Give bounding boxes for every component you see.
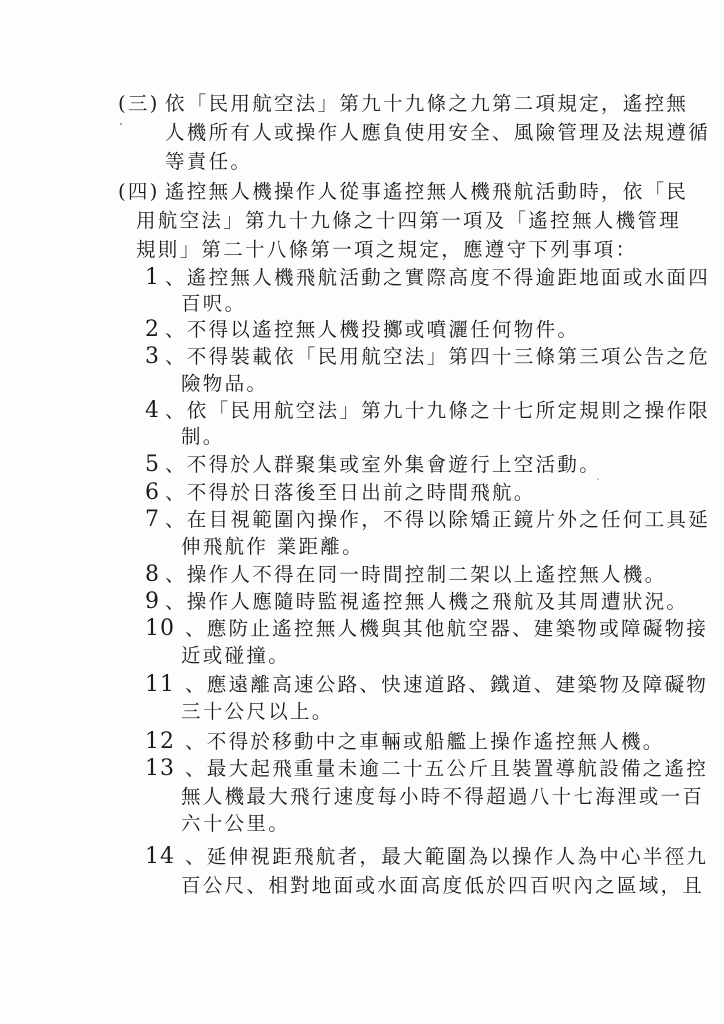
item-13-line-3: 六十公里。 [181, 812, 291, 835]
section-3-line-2: 人機所有人或操作人應負使用安全、風險管理及法規遵循 [165, 121, 711, 144]
item-10-number: 10 [145, 616, 175, 641]
item-7-line-1: 、在目視範圍內操作，不得以除矯正鏡片外之任何工具延 [165, 508, 711, 531]
item-5-number: 5 [145, 452, 160, 477]
item-11-number: 11 [145, 672, 175, 697]
item-14-line-2: 百公尺、相對地面或水面高度低於四百呎內之區域，且 [181, 874, 705, 897]
item-11-line-2: 三十公尺以上。 [181, 700, 334, 723]
item-1-number: 1 [145, 265, 160, 290]
item-6-number: 6 [145, 480, 160, 505]
item-8-line-1: 、操作人不得在同一時間控制二架以上遙控無人機。 [165, 563, 667, 586]
item-9-line-1: 、操作人應隨時監視遙控無人機之飛航及其周遭狀況。 [165, 590, 689, 613]
section-4-line-1: 遙控無人機操作人從事遙控無人機飛航活動時，依「民 [165, 180, 689, 203]
section-4-marker: (四) [118, 180, 160, 203]
item-2-line-1: 、不得以遙控無人機投擲或噴灑任何物件。 [165, 318, 580, 341]
item-14-number: 14 [145, 844, 175, 869]
item-2-number: 2 [145, 317, 160, 342]
section-3-marker: (三) [118, 92, 160, 115]
item-10-line-2: 近或碰撞。 [181, 644, 291, 667]
item-12-line-1: 、不得於移動中之車輛或船艦上操作遙控無人機。 [185, 730, 665, 753]
item-3-line-1: 、不得裝載依「民用航空法」第四十三條第三項公告之危 [165, 345, 711, 368]
section-4-line-2: 用航空法」第九十九條之十四第一項及「遙控無人機管理 [136, 209, 682, 232]
item-13-number: 13 [145, 756, 175, 781]
item-8-number: 8 [145, 562, 160, 587]
scan-speck [597, 478, 599, 480]
item-10-line-1: 、應防止遙控無人機與其他航空器、建築物或障礙物接 [185, 617, 709, 640]
item-14-line-1: 、延伸視距飛航者，最大範圍為以操作人為中心半徑九 [185, 845, 709, 868]
section-3-line-1: 依「民用航空法」第九十九條之九第二項規定，遙控無 [165, 92, 689, 115]
item-4-number: 4 [145, 398, 160, 423]
item-13-line-1: 、最大起飛重量未逾二十五公斤且裝置導航設備之遙控 [185, 757, 709, 780]
item-1-line-2: 百呎。 [181, 292, 247, 315]
item-1-line-1: 、遙控無人機飛航活動之實際高度不得逾距地面或水面四 [165, 266, 711, 289]
scan-speck [120, 123, 122, 125]
section-3-line-3: 等責任。 [165, 150, 253, 173]
item-4-line-1: 、依「民用航空法」第九十九條之十七所定規則之操作限 [165, 399, 711, 422]
item-4-line-2: 制。 [181, 425, 225, 448]
item-7-number: 7 [145, 507, 160, 532]
item-9-number: 9 [145, 589, 160, 614]
item-3-number: 3 [145, 344, 160, 369]
item-6-line-1: 、不得於日落後至日出前之時間飛航。 [165, 481, 536, 504]
section-4-line-3: 規則」第二十八條第一項之規定，應遵守下列事項： [136, 238, 638, 261]
item-3-line-2: 險物品。 [181, 372, 269, 395]
item-12-number: 12 [145, 729, 175, 754]
item-7-line-2: 伸飛航作 業距離。 [181, 535, 364, 558]
item-11-line-1: 、應遠離高速公路、快速道路、鐵道、建築物及障礙物 [185, 673, 709, 696]
item-13-line-2: 無人機最大飛行速度每小時不得超過八十七海浬或一百 [181, 785, 705, 808]
item-5-line-1: 、不得於人群聚集或室外集會遊行上空活動。 [165, 453, 602, 476]
